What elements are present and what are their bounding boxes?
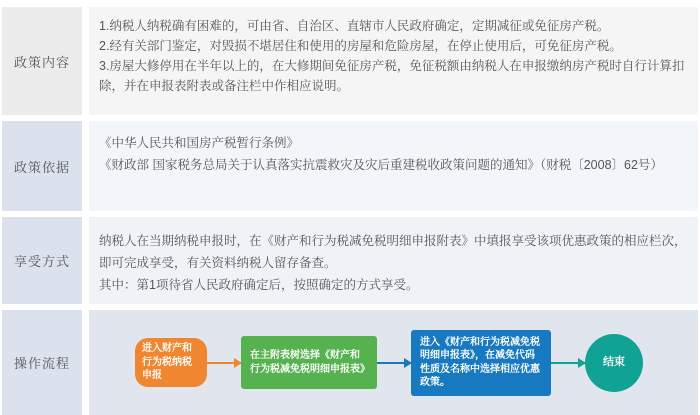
row-body-policy-content xyxy=(89,7,698,115)
flow-arrow-3-icon xyxy=(551,362,585,364)
row-label-enjoy-method: 享受方式 xyxy=(2,217,82,304)
row-body-operation-flow xyxy=(89,310,698,415)
flow-step-select-attached-form: 在主附表树选择《财产和行为税减免税明细申报表》 xyxy=(241,336,377,389)
policy-content-item-2: 2.经有关部门鉴定，对毁损不堪居住和使用的房屋和危险房屋，在停止使用后，可免征房产税。 xyxy=(99,39,622,53)
row-body-policy-basis xyxy=(89,121,698,211)
flow-arrow-2-icon xyxy=(377,362,411,364)
row-policy-content xyxy=(2,7,698,115)
enjoy-method-item-1: 纳税人在当期纳税申报时，在《财产和行为税减免税明细申报附表》中填报享受该项优惠政策的相应栏次，即可完成享受，有关资料纳税人留存备查。 xyxy=(99,234,687,270)
row-operation-flow xyxy=(2,310,698,415)
operation-flowchart xyxy=(135,330,643,396)
row-body-enjoy-method xyxy=(89,217,698,304)
row-enjoy-method xyxy=(2,217,698,304)
row-label-policy-content: 政策内容 xyxy=(2,7,82,115)
flow-arrow-1-icon xyxy=(207,362,241,364)
flow-step-choose-preference: 进入《财产和行为税减免税明细申报表》，在减免代码性质及名称中选择相应优惠政策。 xyxy=(411,330,551,396)
row-label-operation-flow: 操作流程 xyxy=(2,310,82,415)
flow-step-enter-declaration: 进入财产和行为税纳税申报 xyxy=(135,338,207,387)
flow-step-end: 结束 xyxy=(585,334,643,392)
policy-content-item-3: 3.房屋大修停用在半年以上的，在大修期间免征房产税，免征税额由纳税人在申报缴纳房产税时自行计算扣除，并在申报表附表或备注栏中作相应说明。 xyxy=(99,59,685,93)
row-policy-basis xyxy=(2,121,698,211)
policy-basis-item-2: 《财政部 国家税务总局关于认真落实抗震救灾及灾后重建税收政策问题的通知》（财税〔2008〕62号） xyxy=(99,158,663,172)
policy-basis-item-1: 《中华人民共和国房产税暂行条例》 xyxy=(99,136,300,150)
policy-content-item-1: 1.纳税人纳税确有困难的，可由省、自治区、直辖市人民政府确定，定期减征或免征房产税。 xyxy=(99,19,610,33)
enjoy-method-item-2: 其中：第1项待省人民政府确定后，按照确定的方式享受。 xyxy=(99,278,419,292)
row-label-policy-basis: 政策依据 xyxy=(2,121,82,211)
